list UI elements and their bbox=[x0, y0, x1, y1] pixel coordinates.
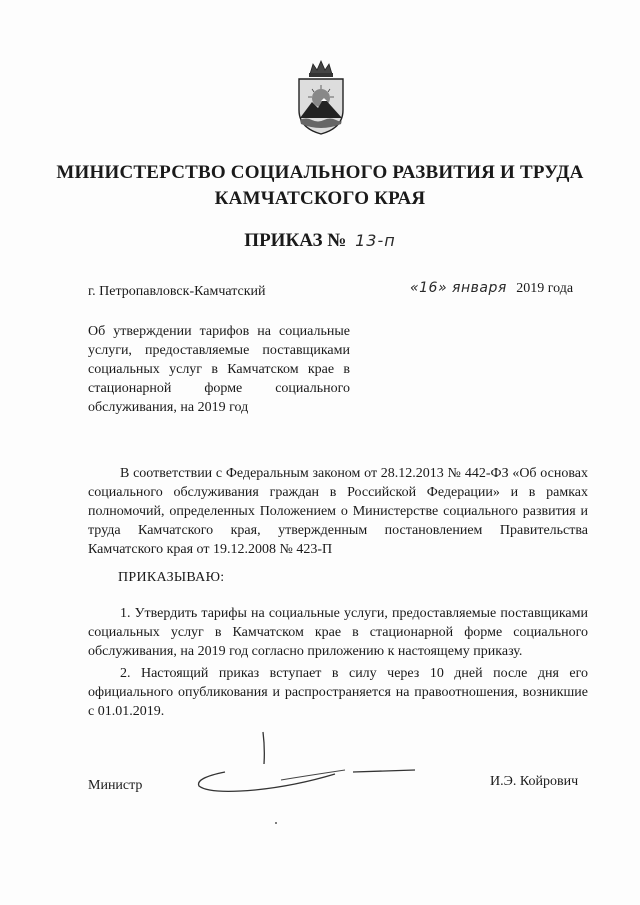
order-item-2: 2. Настоящий приказ вступает в силу через 10 дней после дня его официального опубликования и распространяется на правоотношения, возникшие с 01.01.2019. bbox=[88, 666, 588, 719]
order-item-1: 1. Утвердить тарифы на социальные услуги, предоставляемые поставщиками социальных услуг в Камчатском крае в стационарной форме социального обслуживания, на 2019 год согласно приложению к настоящему приказу. bbox=[88, 606, 588, 659]
order-items bbox=[88, 604, 588, 724]
handwritten-signature bbox=[185, 730, 425, 810]
order-date-handwritten: «16» января bbox=[410, 280, 507, 296]
ministry-title-line2: КАМЧАТСКОГО КРАЯ bbox=[214, 188, 426, 209]
preamble-text: В соответствии с Федеральным законом от 28.12.2013 № 442-ФЗ «Об основах социального обслуживания граждан в Российской Федерации» и в рамках полномочий, определенных Положением о Министерстве социального развития и труда Камчатского края, утвержденным постановлением Правительства Камчатского края от 19.12.2008 № 423-П bbox=[88, 466, 588, 557]
city: г. Петропавловск-Камчатский bbox=[88, 284, 266, 299]
ministry-title-line1: МИНИСТЕРСТВО СОЦИАЛЬНОГО РАЗВИТИЯ И ТРУДА bbox=[56, 162, 584, 183]
scan-speck bbox=[275, 822, 277, 824]
order-date-year: 2019 года bbox=[516, 281, 574, 296]
order-subject: Об утверждении тарифов на социальные услуги, предоставляемые поставщиками социальных услуг в Камчатском крае в стационарной форме социального обслуживания, на 2019 год bbox=[88, 324, 350, 415]
order-word: ПРИКАЗЫВАЮ: bbox=[118, 570, 225, 585]
order-date bbox=[410, 280, 573, 297]
signer-position: Министр bbox=[88, 778, 143, 793]
preamble bbox=[88, 464, 588, 559]
kamchatka-coat-of-arms-icon bbox=[294, 58, 348, 136]
order-label: ПРИКАЗ № bbox=[244, 230, 347, 251]
order-heading bbox=[0, 228, 640, 254]
order-number: 13-п bbox=[355, 231, 396, 250]
ministry-title bbox=[40, 160, 600, 212]
signer-name: И.Э. Койрович bbox=[490, 774, 579, 789]
